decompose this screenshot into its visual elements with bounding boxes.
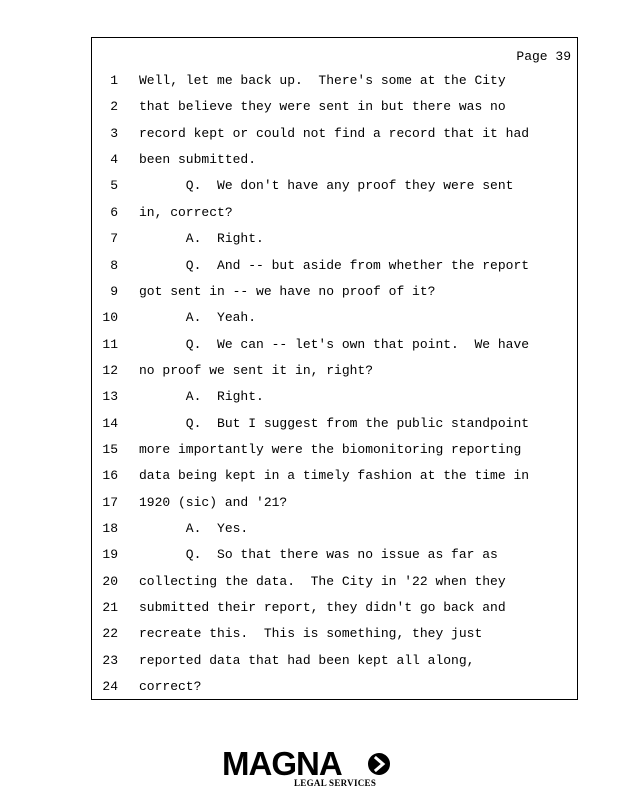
line-text: recreate this. This is something, they just xyxy=(139,626,483,642)
line-number: 17 xyxy=(102,494,118,510)
transcript-line xyxy=(92,652,577,670)
transcript-line xyxy=(92,309,577,327)
line-text: A. Right. xyxy=(139,231,264,247)
line-text: Q. And -- but aside from whether the report xyxy=(139,257,530,273)
transcript-line xyxy=(92,494,577,512)
line-text: more importantly were the biomonitoring reporting xyxy=(139,441,522,457)
transcript-line xyxy=(92,520,577,538)
transcript-line xyxy=(92,415,577,433)
line-number: 6 xyxy=(110,204,118,220)
line-number: 2 xyxy=(110,99,118,115)
transcript-line xyxy=(92,625,577,643)
logo-wordmark: MAGNA xyxy=(222,745,342,782)
line-number: 16 xyxy=(102,468,118,484)
line-text: in, correct? xyxy=(139,204,233,220)
arrow-circle-icon xyxy=(368,753,390,775)
magna-logo xyxy=(222,746,402,794)
line-text: collecting the data. The City in '22 when they xyxy=(139,573,506,589)
line-number: 21 xyxy=(102,600,118,615)
line-text: been submitted. xyxy=(139,152,257,168)
line-number: 13 xyxy=(102,389,118,405)
logo-subtitle: LEGAL SERVICES xyxy=(294,778,377,788)
line-number: 9 xyxy=(110,283,118,299)
transcript-line xyxy=(92,546,577,564)
transcript-line xyxy=(92,230,577,248)
transcript-page xyxy=(91,37,578,700)
transcript-line xyxy=(92,204,577,222)
transcript-line xyxy=(92,573,577,591)
line-number: 4 xyxy=(110,152,118,168)
line-number: 1 xyxy=(110,73,118,88)
line-number: 20 xyxy=(102,573,118,589)
transcript-line xyxy=(92,125,577,143)
line-text: submitted their report, they didn't go back and xyxy=(139,600,506,615)
line-number: 10 xyxy=(102,310,118,326)
transcript-line xyxy=(92,151,577,169)
transcript-line xyxy=(92,441,577,459)
transcript-line xyxy=(92,98,577,116)
transcript-line xyxy=(92,336,577,354)
line-number: 12 xyxy=(102,362,118,378)
line-text: A. Yes. xyxy=(139,521,249,536)
transcript-line xyxy=(92,362,577,380)
line-number: 19 xyxy=(102,547,118,563)
line-number: 14 xyxy=(102,415,118,431)
line-text: Well, let me back up. There's some at the City xyxy=(139,73,506,88)
transcript-line xyxy=(92,177,577,195)
line-number: 18 xyxy=(102,521,118,536)
line-text: Q. So that there was no issue as far as xyxy=(139,547,498,563)
transcript-line xyxy=(92,72,577,90)
line-number: 5 xyxy=(110,178,118,194)
line-text: reported data that had been kept all along, xyxy=(139,652,475,668)
transcript-line xyxy=(92,678,577,696)
line-text: record kept or could not find a record that it had xyxy=(139,125,530,141)
line-text: Q. We don't have any proof they were sent xyxy=(139,178,514,194)
line-text: A. Right. xyxy=(139,389,264,405)
line-text: no proof we sent it in, right? xyxy=(139,362,374,378)
line-number: 7 xyxy=(110,231,118,247)
line-number: 8 xyxy=(110,257,118,273)
line-number: 24 xyxy=(102,679,118,695)
line-text: correct? xyxy=(139,679,202,695)
line-text: data being kept in a timely fashion at the time in xyxy=(139,468,530,484)
line-text: Q. But I suggest from the public standpoint xyxy=(139,415,530,431)
line-number: 22 xyxy=(102,626,118,642)
transcript-line xyxy=(92,283,577,301)
line-number: 23 xyxy=(102,652,118,668)
line-text: 1920 (sic) and '21? xyxy=(139,494,288,510)
line-text: got sent in -- we have no proof of it? xyxy=(139,283,436,299)
line-number: 3 xyxy=(110,125,118,141)
page-number-label: Page 39 xyxy=(516,49,571,64)
line-number: 11 xyxy=(102,336,118,352)
transcript-line xyxy=(92,388,577,406)
line-text: Q. We can -- let's own that point. We have xyxy=(139,336,530,352)
transcript-line xyxy=(92,599,577,617)
line-number: 15 xyxy=(102,441,118,457)
transcript-line xyxy=(92,257,577,275)
line-text: A. Yeah. xyxy=(139,310,257,326)
transcript-line xyxy=(92,467,577,485)
line-text: that believe they were sent in but there was no xyxy=(139,99,506,115)
